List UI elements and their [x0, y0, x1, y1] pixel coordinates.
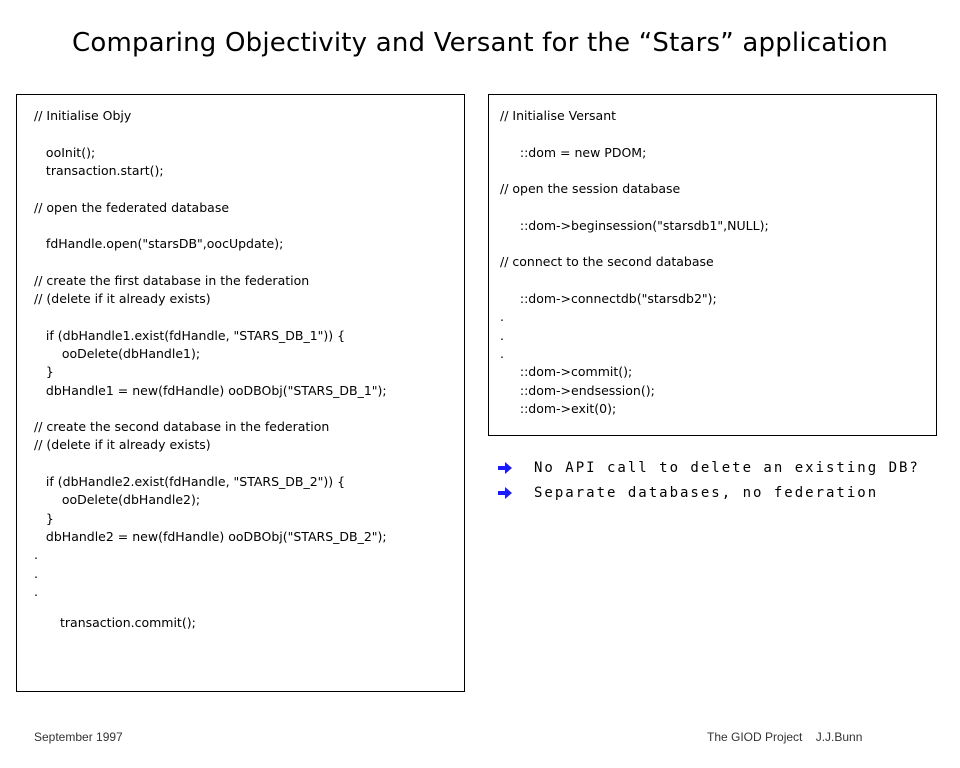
left-code-line: } [34, 510, 54, 526]
left-code-line: transaction.start(); [34, 162, 164, 178]
left-code-line: . [34, 547, 38, 563]
left-code-line: // (delete if it already exists) [34, 291, 211, 306]
right-arrow-icon [498, 462, 512, 474]
footer-project: The GIOD Project J.J.Bunn [707, 730, 863, 744]
left-code-line: ooDelete(dbHandle1); [34, 345, 201, 361]
commit-line: transaction.commit(); [60, 615, 196, 630]
right-code-line: ::dom->exit(0); [500, 400, 617, 416]
right-code-line: . [500, 327, 504, 343]
right-code-line: ::dom->beginsession("starsdb1",NULL); [500, 217, 769, 233]
bullet-text: No API call to delete an existing DB? [534, 460, 920, 476]
bullet-item [498, 485, 878, 501]
slide-title: Comparing Objectivity and Versant for the “Stars” application [71, 28, 889, 58]
left-code-line: // (delete if it already exists) [34, 437, 211, 453]
left-code-line: dbHandle2 = new(fdHandle) ooDBObj("STARS_DB_2"); [34, 528, 387, 544]
bullet-item [498, 460, 920, 476]
right-code-line: ::dom->connectdb("starsdb2"); [500, 291, 717, 306]
left-code-line: . [34, 565, 38, 581]
left-code-line: } [34, 364, 54, 380]
left-code-line: if (dbHandle1.exist(fdHandle, "STARS_DB_1")) { [34, 327, 346, 343]
left-code-line: if (dbHandle2.exist(fdHandle, "STARS_DB_2")) { [34, 474, 346, 489]
right-code-line: . [500, 345, 504, 361]
right-code-line: // open the session database [500, 181, 681, 197]
left-code-line: // create the second database in the federation [34, 419, 330, 435]
right-code-line: ::dom->commit(); [500, 364, 633, 380]
bullet-text: Separate databases, no federation [534, 485, 879, 501]
footer-date: September 1997 [34, 730, 123, 744]
left-code-line: // open the federated database [34, 199, 230, 215]
right-code-line: ::dom->endsession(); [500, 382, 655, 398]
left-code-line: . [34, 583, 38, 599]
left-code-line: ooInit(); [34, 144, 96, 160]
left-code-line: // create the first database in the federation [34, 272, 310, 288]
right-code-line: ::dom = new PDOM; [500, 144, 647, 160]
right-code-line: // connect to the second database [500, 254, 714, 270]
right-code-line: // Initialise Versant [500, 108, 617, 123]
right-code-line: . [500, 309, 504, 325]
left-code-line: dbHandle1 = new(fdHandle) ooDBObj("STARS_DB_1"); [34, 382, 387, 398]
left-code-line: // Initialise Objy [34, 108, 132, 123]
right-arrow-icon [498, 487, 512, 499]
left-code-line: fdHandle.open("starsDB",oocUpdate); [34, 236, 284, 252]
left-code-line: ooDelete(dbHandle2); [34, 492, 201, 508]
